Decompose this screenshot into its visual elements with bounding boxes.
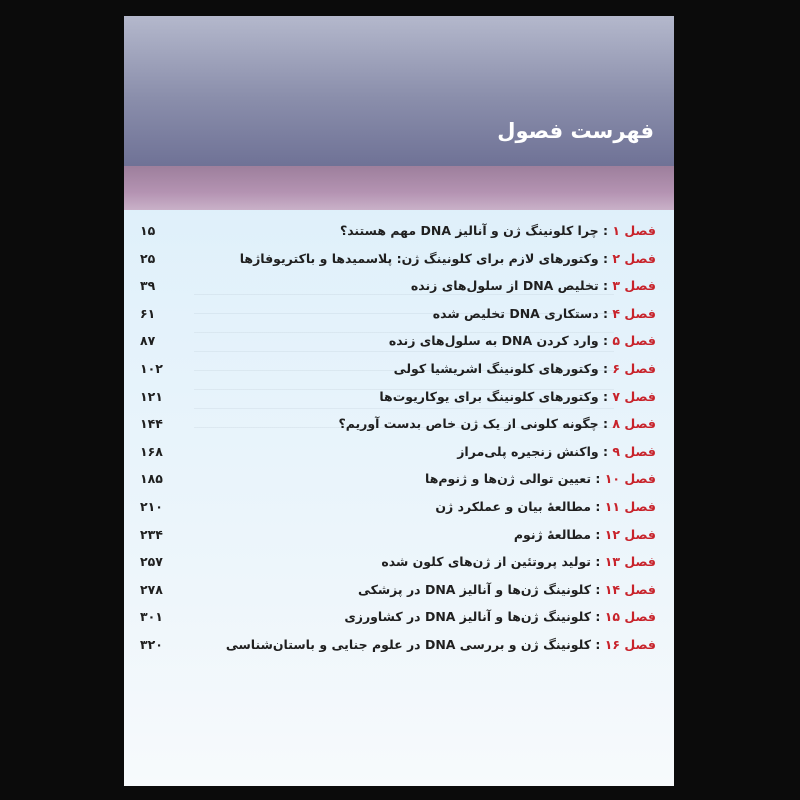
page-number: ۸۷ [140,333,156,349]
toc-entry [240,251,656,266]
page-number: ۳۰۱ [140,609,163,625]
separator: : [598,305,613,321]
book-page [124,16,674,786]
separator: : [598,361,613,376]
chapter-title: دستکاری DNA تخلیص شده [432,305,599,321]
page-number: ۱۵ [140,223,156,238]
toc-row [140,444,656,468]
toc-title: فهرست فصول [497,119,654,143]
toc-row [140,306,656,330]
toc-row [140,471,656,495]
chapter-title: تخلیص DNA از سلول‌های زنده [410,278,599,294]
separator: : [591,526,605,542]
toc-row [140,416,656,440]
separator: : [591,637,605,652]
toc-row [140,223,656,247]
chapter-title: کلونینگ ژن‌ها و آنالیز DNA در کشاورزی [344,609,592,625]
separator: : [598,443,613,459]
toc-entry [425,471,656,486]
toc-entry [358,582,656,597]
toc-row [140,609,656,633]
toc-entry [514,527,656,542]
page-number: ۱۶۸ [140,443,163,459]
separator: : [598,416,613,432]
chapter-label: فصل ۳ [612,278,656,294]
toc-entry [381,554,656,569]
toc-entry [435,499,656,514]
chapter-label: فصل ۱۵ [604,609,656,625]
separator: : [598,250,613,266]
chapter-title: تولید پروتئین از ژن‌های کلون شده [381,554,592,570]
page-number: ۲۵۷ [140,554,163,570]
toc-entry [411,278,656,293]
toc-row [140,499,656,523]
separator: : [591,609,605,625]
page-number: ۳۲۰ [140,637,163,652]
separator: : [591,581,605,597]
chapter-title: کلونینگ ژن و بررسی DNA در علوم جنایی و باستان‌شناسی [225,637,592,652]
chapter-title: تعیین توالی ژن‌ها و ژنوم‌ها [425,471,592,487]
chapter-title: مطالعهٔ بیان و عملکرد ژن [435,499,592,514]
chapter-title: کلونینگ ژن‌ها و آنالیز DNA در پزشکی [357,581,592,597]
page-number: ۶۱ [140,305,156,321]
page-number: ۲۱۰ [140,499,163,514]
toc-row [140,554,656,578]
separator: : [591,499,605,514]
separator: : [591,554,605,570]
toc-row [140,361,656,385]
chapter-label: فصل ۱۱ [604,499,656,514]
toc-entry [344,609,656,624]
chapter-label: فصل ۹ [612,443,656,459]
toc-list [124,16,674,786]
chapter-label: فصل ۶ [612,361,656,376]
page-number: ۲۵ [140,250,156,266]
chapter-title: وارد کردن DNA به سلول‌های زنده [388,333,599,349]
chapter-title: مطالعهٔ ژنوم [513,526,592,542]
chapter-label: فصل ۱۰ [604,471,656,487]
page-number: ۱۸۵ [140,471,163,487]
toc-entry [340,223,656,238]
chapter-label: فصل ۱۴ [604,581,656,597]
page-number: ۲۳۴ [140,526,163,542]
page-number: ۳۹ [140,278,156,294]
toc-entry [389,333,656,348]
toc-entry [379,389,656,404]
toc-entry [433,306,656,321]
toc-row [140,278,656,302]
chapter-title: وکتورهای کلونینگ اشریشیا کولی [393,361,599,376]
toc-entry [457,444,656,459]
chapter-label: فصل ۱۲ [604,526,656,542]
chapter-title: چگونه کلونی از یک ژن خاص بدست آوریم؟ [338,416,599,432]
toc-entry [226,637,656,652]
page-number: ۱۴۴ [140,416,163,432]
page-number: ۱۲۱ [140,388,163,404]
toc-entry [338,416,656,431]
chapter-title: واکنش زنجیره پلی‌مراز [457,443,599,459]
chapter-label: فصل ۵ [612,333,656,349]
separator: : [598,333,613,349]
chapter-label: فصل ۱۶ [604,637,656,652]
chapter-title: وکتورهای کلونینگ برای یوکاریوت‌ها [379,388,599,404]
toc-row [140,389,656,413]
toc-row [140,333,656,357]
separator: : [598,223,613,238]
chapter-label: فصل ۸ [612,416,656,432]
page-number: ۲۷۸ [140,581,163,597]
chapter-label: فصل ۱۳ [604,554,656,570]
chapter-label: فصل ۴ [612,305,656,321]
toc-row [140,527,656,551]
toc-row [140,637,656,661]
chapter-label: فصل ۲ [612,250,656,266]
separator: : [598,388,613,404]
toc-row [140,582,656,606]
toc-row [140,251,656,275]
separator: : [591,471,605,487]
chapter-label: فصل ۱ [612,223,656,238]
separator: : [598,278,613,294]
chapter-title: چرا کلونینگ ژن و آنالیز DNA مهم هستند؟ [339,223,599,238]
chapter-title: وکتورهای لازم برای کلونینگ ژن: پلاسمیدها و باکتریوفاژها [239,250,599,266]
toc-entry [394,361,656,376]
chapter-label: فصل ۷ [612,388,656,404]
page-number: ۱۰۲ [140,361,163,376]
